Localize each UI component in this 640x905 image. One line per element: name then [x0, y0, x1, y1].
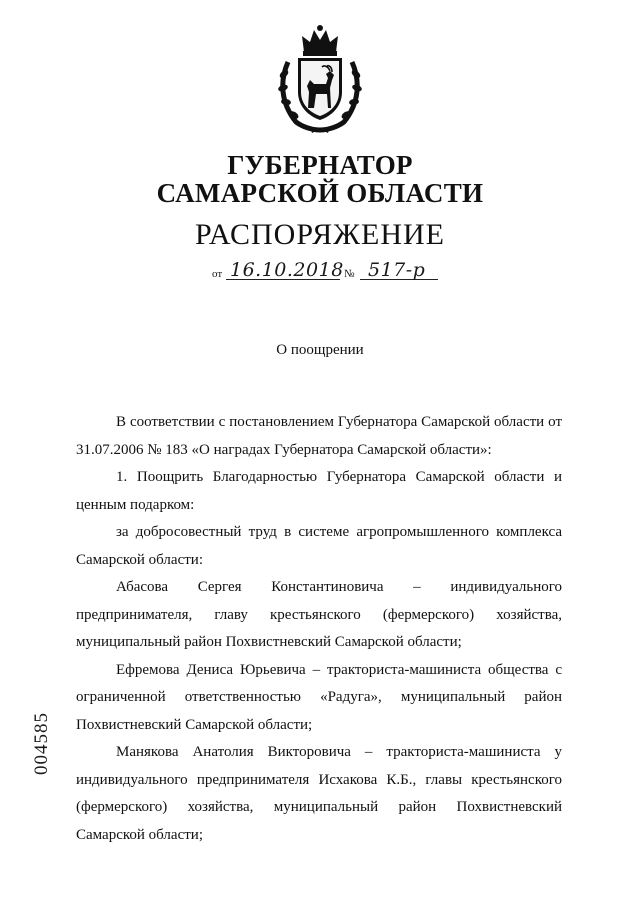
document-subject: О поощрении	[276, 342, 364, 358]
body-paragraph: Абасова Сергея Константиновича – индивидуального предпринимателя, главу крестьянского (фермерского) хозяйства, муниципальный район Похвистневский Самарской области;	[76, 579, 562, 650]
samara-coat-of-arms-icon	[274, 22, 366, 134]
body-paragraph: В соответствии с постановлением Губернатора Самарской области от 31.07.2006 № 183 «О наградах Губернатора Самарской области»:	[76, 414, 562, 458]
issuer-title-line2: САМАРСКОЙ ОБЛАСТИ	[156, 178, 484, 208]
body-paragraph: 1. Поощрить Благодарностью Губернатора Самарской области и ценным подарком:	[76, 469, 562, 513]
number-label: №	[344, 268, 355, 280]
document-type-heading: РАСПОРЯЖЕНИЕ	[194, 218, 446, 251]
issuer-title-line1: ГУБЕРНАТОР	[227, 150, 413, 180]
document-body	[76, 409, 562, 849]
body-paragraph: Ефремова Дениса Юрьевича – тракториста-машиниста общества с ограниченной ответственностью «Радуга», муниципальный район Похвистневский Самарской области;	[76, 661, 562, 733]
number-value: 517-р	[368, 259, 426, 281]
body-paragraph: Манякова Анатолия Викторовича – тракториста-машиниста у индивидуального предпринимателя Исхакова К.Б., главы крестьянского (фермерского) хозяйства, муниципальный район Похвистневский Самарской области;	[76, 744, 562, 843]
body-paragraph: за добросовестный труд в системе агропромышленного комплекса Самарской области:	[76, 524, 562, 568]
date-label: от	[212, 268, 223, 280]
document-reference	[212, 258, 442, 286]
date-value: 16.10.2018	[230, 259, 344, 281]
margin-stamp-number: 004585	[31, 712, 52, 775]
